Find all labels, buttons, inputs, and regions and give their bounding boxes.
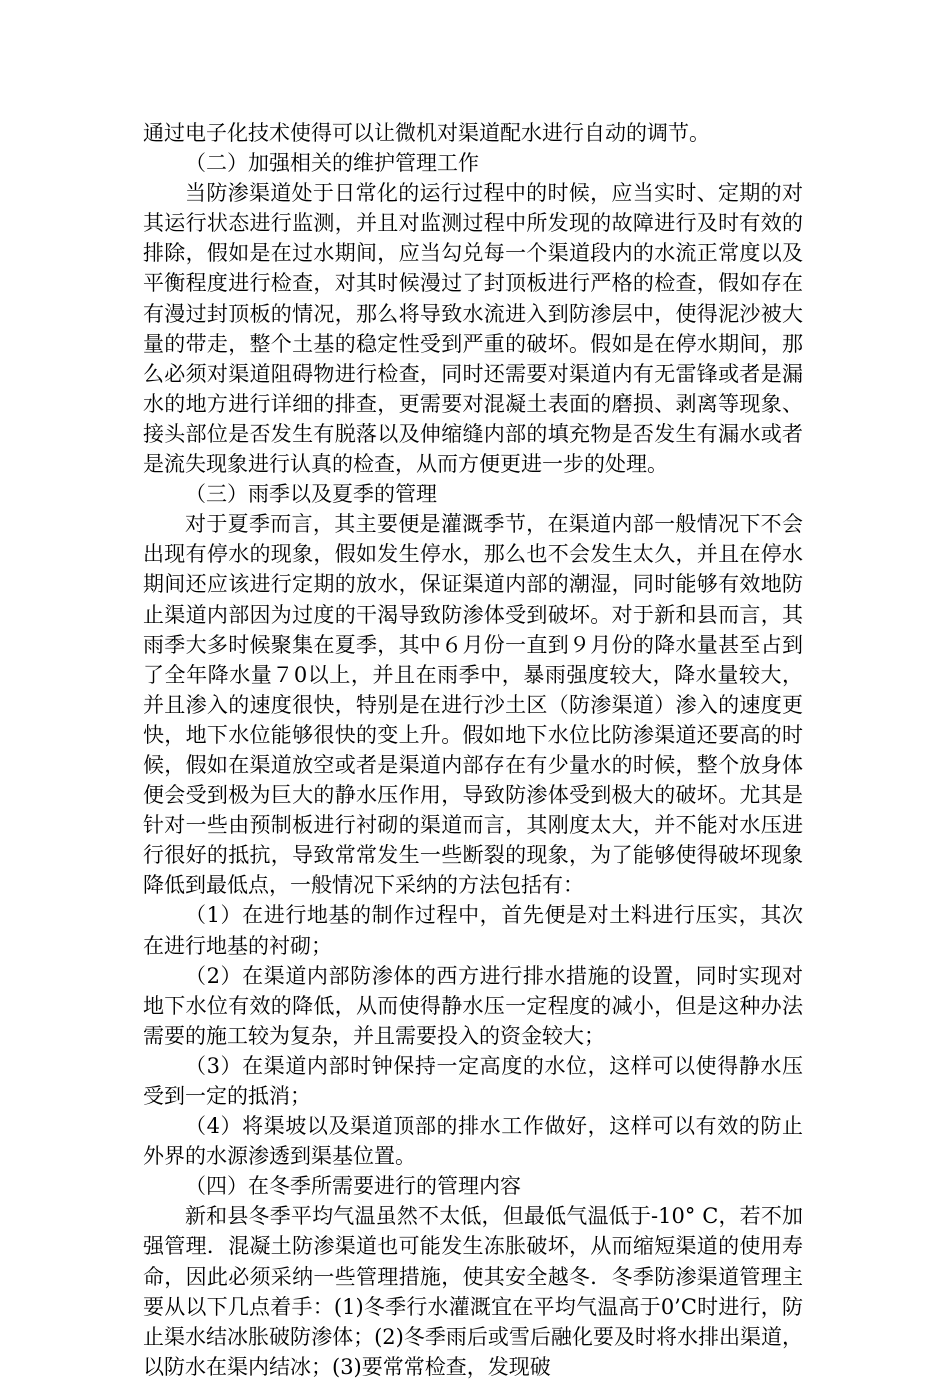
section-heading-3: （三）雨季以及夏季的管理 [185,482,437,507]
list-item-3: （3）在渠道内部时钟保持一定高度的水位，这样可以使得静水压受到一定的抵消； [143,1053,803,1108]
section-heading-4: （四）在冬季所需要进行的管理内容 [185,1174,521,1199]
section-heading-2: （二）加强相关的维护管理工作 [185,151,479,176]
document-page [143,118,803,1382]
paragraph-maintenance: 当防渗渠道处于日常化的运行过程中的时候，应当实时、定期的对其运行状态进行监测，并且对监测过程中所发现的故障进行及时有效的排除，假如是在过水期间，应当勾兑每一个渠道段内的水流正常度以及平衡程度进行检查，对其时候漫过了封顶板进行严格的检查，假如存在有漫过封顶板的情况，那么将导致水流进入到防渗层中，使得泥沙被大量的带走，整个土基的稳定性受到严重的破坏。假如是在停水期间，那么必须对渠道阻碍物进行检查，同时还需要对渠道内有无雷锋或者是漏水的地方进行详细的排查，更需要对混凝土表面的磨损、剥离等现象、接头部位是否发生有脱落以及伸缩缝内部的填充物是否发生有漏水或者是流失现象进行认真的检查，从而方便更进一步的处理。 [143,181,803,477]
list-item-2: （2）在渠道内部防渗体的西方进行排水措施的设置，同时实现对地下水位有效的降低，从而使得静水压一定程度的减小，但是这种办法需要的施工较为复杂，并且需要投入的资金较大； [143,963,803,1048]
list-item-4: （4）将渠坡以及渠道顶部的排水工作做好，这样可以有效的防止外界的水源渗透到渠基位置。 [143,1114,803,1169]
list-item-1: （1）在进行地基的制作过程中，首先便是对土料进行压实，其次在进行地基的衬砌； [143,903,803,958]
paragraph-intro: 通过电子化技术使得可以让微机对渠道配水进行自动的调节。 [143,121,710,145]
paragraph-summer: 对于夏季而言，其主要便是灌溉季节，在渠道内部一般情况下不会出现有停水的现象，假如发生停水，那么也不会发生太久，并且在停水期间还应该进行定期的放水，保证渠道内部的潮湿，同时能够有效地防止渠道内部因为过度的干渴导致防渗体受到破坏。对于新和县而言，其雨季大多时候聚集在夏季，其中６月份一直到９月份的降水量甚至占到了全年降水量７0以上，并且在雨季中，暴雨强度较大，降水量较大，并且渗入的速度很快，特别是在进行沙土区（防渗渠道）渗入的速度更快，地下水位能够很快的变上升。假如地下水位比防渗渠道还要高的时候，假如在渠道放空或者是渠道内部存在有少量水的时候，整个放身体便会受到极为巨大的静水压作用，导致防渗体受到极大的破坏。尤其是针对一些由预制板进行衬砌的渠道而言，其刚度太大，并不能对水压进行很好的抵抗，导致常常发生一些断裂的现象，为了能够使得破坏现象降低到最低点，一般情况下采纳的方法包括有： [143,512,803,898]
paragraph-winter: 新和县冬季平均气温虽然不太低，但最低气温低于-10° C，若不加强管理．混凝土防渗渠道也可能发生冻胀破坏，从而缩短渠道的使用寿命，因此必须采纳一些管理措施，使其安全越冬．冬季防渗渠道管理主要从以下几点着手：(1)冬季行水灌溉宜在平均气温高于0’C时进行，防止渠水结冰胀破防渗体；(2)冬季雨后或雪后融化要及时将水排出渠道，以防水在渠内结冰；(3)要常常检查，发现破 [143,1204,803,1379]
